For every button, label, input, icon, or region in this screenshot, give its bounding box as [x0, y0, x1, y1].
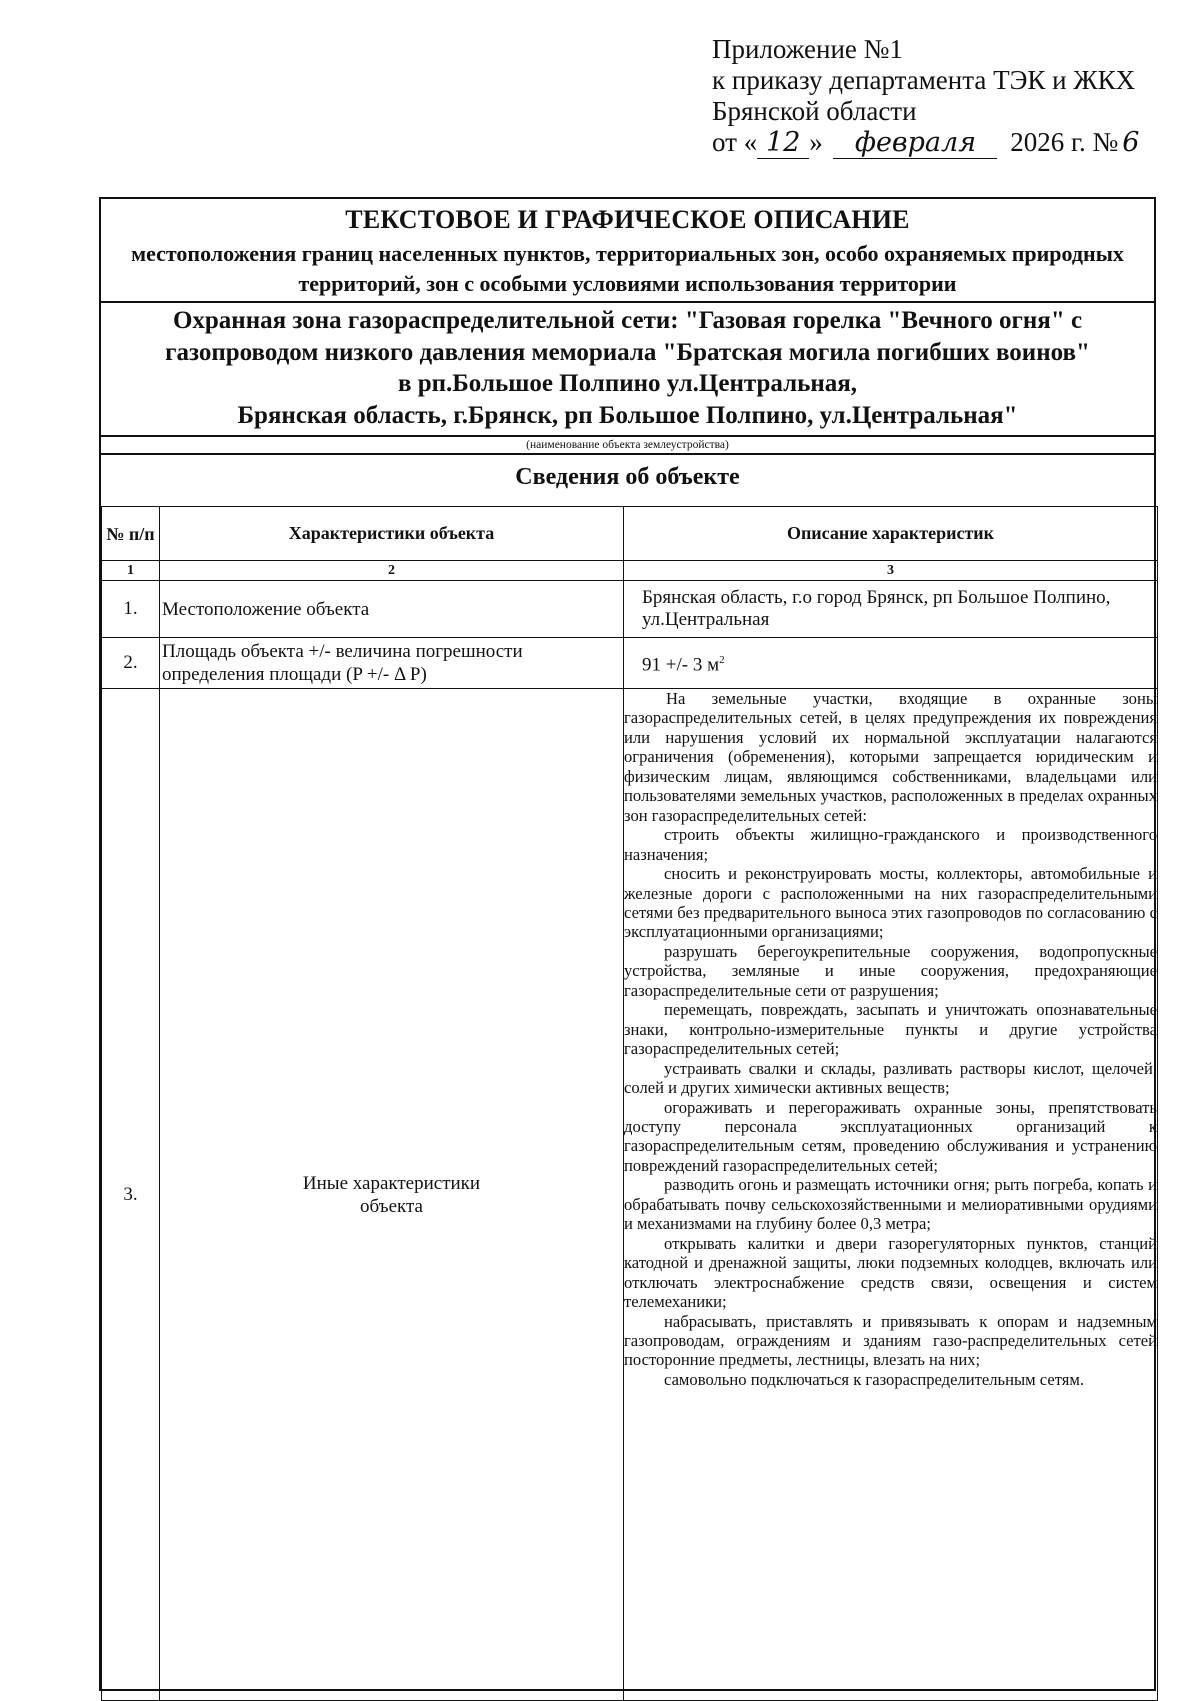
object-name: [107, 305, 1148, 431]
table-row: [102, 638, 1158, 689]
order-number: 6: [1122, 127, 1140, 158]
row-value: Брянская область, г.о город Брянск, рп Большое Полпино, ул.Центральная: [624, 581, 1158, 638]
area-unit-sup: 2: [719, 654, 725, 667]
object-info-table: [101, 506, 1158, 1701]
restriction-paragraph: открывать калитки и двери газорегуляторных пунктов, станций катодной и дренажной защиты, люки подземных колодцев, включать или отключать электроснабжение средств связи, освещения и систем телемеханики;: [624, 1233, 1157, 1312]
restriction-paragraph: разрушать берегоукрепительные сооружения, водопропускные устройства, земляные и иные сооружения, предохраняющие газораспределительные сети от разрушения;: [624, 941, 1157, 1000]
restriction-paragraph: самовольно подключаться к газораспределительным сетям.: [664, 1369, 1085, 1389]
document-frame: [99, 197, 1156, 1691]
row-number: 2.: [102, 638, 160, 689]
header-description: Описание характеристик: [624, 507, 1158, 561]
region-name: Брянской области: [712, 96, 917, 126]
date-day: 12: [757, 127, 809, 159]
table-header-row: [102, 507, 1158, 561]
date-mid: »: [809, 127, 823, 157]
divider: [101, 301, 1154, 303]
date-prefix: от «: [712, 127, 758, 157]
area-value: 91 +/- 3 м: [642, 654, 720, 676]
index-cell: 3: [624, 561, 1158, 581]
row-value: [624, 638, 1158, 689]
restriction-paragraph: перемещать, повреждать, засыпать и уничтожать опознавательные знаки, контрольно-измерительные пункты и другие устройства газораспределительных сетей;: [624, 1000, 1157, 1059]
restriction-paragraph: разводить огонь и размещать источники огня; рыть погреба, копать и обрабатывать почву сельскохозяйственными и мелиоративными орудиями и механизмами на глубину более 0,3 метра;: [624, 1175, 1157, 1234]
divider: [101, 435, 1154, 437]
row-number: 1.: [102, 581, 160, 638]
restriction-paragraph: строить объекты жилищно-гражданского и производственного назначения;: [624, 825, 1157, 864]
object-name-line: в рп.Большое Полпино ул.Центральная,: [397, 370, 858, 397]
table-index-row: [102, 561, 1158, 581]
restriction-paragraph: На земельные участки, входящие в охранные зоны газораспределительных сетей, в целях предупреждения их повреждения или нарушения условий их нормальной эксплуатации налагаются ограничения (обременения), которыми запрещается юридическим и физическим лицам, являющимся собственниками, владельцами или пользователями земельных участков, расположенных в пределах охранных зон газораспределительных сетей:: [624, 689, 1157, 825]
restriction-paragraph: огораживать и перегораживать охранные зоны, препятствовать доступу персонала эксплуатационных организаций к газораспределительным сетям, проведению обслуживания и устранению повреждений газораспределительных сетей;: [624, 1097, 1157, 1175]
header-num: № п/п: [102, 507, 160, 561]
restriction-paragraph: набрасывать, приставлять и привязывать к опорам и надземным газопроводам, ограждениям и зданиям газо-распределительных сетей посторонние предметы, лестницы, влезать на них;: [624, 1311, 1157, 1370]
date-month: февраля: [833, 127, 997, 159]
appendix-label: Приложение №1: [712, 34, 903, 64]
row-characteristic: Местоположение объекта: [160, 581, 624, 638]
appendix-header: [712, 34, 1182, 159]
row-characteristic: Площадь объекта +/- величина погрешности определения площади (P +/- Δ P): [160, 638, 624, 689]
object-name-line: Охранная зона газораспределительной сети: "Газовая горелка "Вечного огня" с: [172, 307, 1083, 334]
divider: [101, 453, 1154, 455]
table-row: [102, 581, 1158, 638]
object-name-line: Брянская область, г.Брянск, рп Большое Полпино, ул.Центральная": [237, 401, 1018, 429]
index-cell: 2: [160, 561, 624, 581]
row-characteristic: [160, 689, 624, 1701]
date-year: 2026 г. №: [1010, 127, 1119, 157]
object-caption: (наименование объекта землеустройства): [526, 439, 729, 451]
section-title: Сведения об объекте: [515, 464, 740, 490]
table-row: [102, 689, 1158, 1701]
order-reference: к приказу департамента ТЭК и ЖКХ: [712, 65, 1136, 95]
header-characteristics: Характеристики объекта: [160, 507, 624, 561]
document-title: ТЕКСТОВОЕ И ГРАФИЧЕСКОЕ ОПИСАНИЕ: [345, 205, 910, 234]
row-number: 3.: [102, 689, 160, 1701]
restriction-paragraph: устраивать свалки и склады, разливать растворы кислот, щелочей, солей и других химически активных веществ;: [624, 1058, 1157, 1098]
restrictions-description: [624, 689, 1158, 1701]
object-name-line: газопроводом низкого давления мемориала "Братская могила погибших воинов": [165, 338, 1090, 366]
row-characteristic-text: Иные характеристики объекта: [302, 1172, 481, 1217]
order-date: [712, 127, 1182, 159]
document-subtitle: местоположения границ населенных пунктов, территориальных зон, особо охраняемых природных территорий, зон с особыми условиями использования территории: [131, 241, 1124, 296]
restriction-paragraph: сносить и реконструировать мосты, коллекторы, автомобильные и железные дороги с расположенными на них газораспределительными сетями без предварительного выноса этих газопроводов по согласованию с эксплуатационными организациями;: [624, 864, 1157, 942]
index-cell: 1: [102, 561, 160, 581]
